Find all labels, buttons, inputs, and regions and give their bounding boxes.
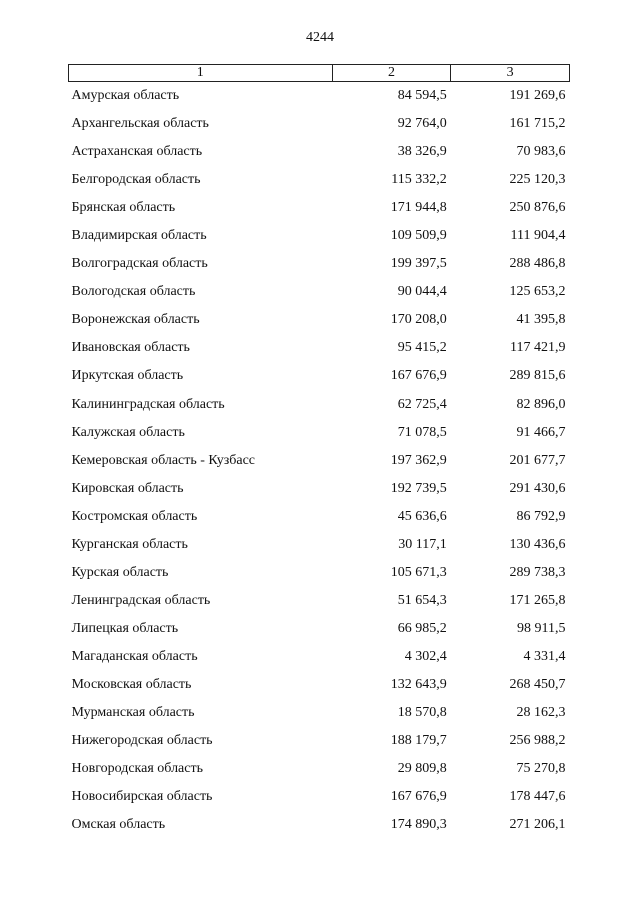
region-name: Кировская область <box>71 480 184 496</box>
table-row <box>69 447 570 475</box>
value-col-3: 161 715,2 <box>509 116 566 132</box>
region-name: Калининградская область <box>71 396 225 412</box>
value-col-3: 289 815,6 <box>509 368 566 384</box>
value-col-2: 199 397,5 <box>390 256 447 272</box>
region-name: Новгородская область <box>71 761 203 777</box>
region-name: Калужская область <box>71 424 185 440</box>
region-name: Ивановская область <box>71 340 190 356</box>
region-name: Московская область <box>71 677 192 692</box>
value-col-2: 30 117,1 <box>398 536 447 552</box>
table-row <box>69 811 570 839</box>
region-name: Ленинградская область <box>71 592 211 608</box>
value-col-3: 178 447,6 <box>509 789 566 805</box>
value-col-2: 167 676,9 <box>390 789 447 805</box>
table-row <box>69 334 570 362</box>
table-row <box>69 362 570 390</box>
value-col-2: 171 944,8 <box>390 200 447 216</box>
value-col-3: 41 395,8 <box>516 312 566 328</box>
value-col-2: 109 509,9 <box>390 228 447 244</box>
data-table <box>68 64 570 839</box>
table-row <box>69 110 570 138</box>
value-col-3: 70 983,6 <box>516 144 566 160</box>
value-col-3: 268 450,7 <box>509 677 566 692</box>
value-col-2: 174 890,3 <box>390 817 447 833</box>
value-col-3: 250 876,6 <box>509 200 566 216</box>
value-col-2: 4 302,4 <box>404 648 447 664</box>
value-col-2: 66 985,2 <box>397 620 447 636</box>
value-col-3: 201 677,7 <box>509 452 566 468</box>
value-col-2: 71 078,5 <box>397 424 447 440</box>
region-name: Воронежская область <box>71 312 200 328</box>
region-name: Новосибирская область <box>71 789 213 805</box>
value-col-3: 82 896,0 <box>516 396 566 412</box>
value-col-2: 38 326,9 <box>397 144 447 160</box>
region-name: Владимирская область <box>71 228 207 244</box>
value-col-3: 225 120,3 <box>509 172 566 188</box>
table-row <box>69 222 570 250</box>
table-row <box>69 587 570 615</box>
value-col-3: 125 653,2 <box>509 284 566 300</box>
header-col-3: 3 <box>451 65 570 82</box>
region-name: Брянская область <box>71 200 176 216</box>
table-row <box>69 559 570 587</box>
value-col-2: 92 764,0 <box>397 116 447 132</box>
value-col-2: 192 739,5 <box>390 480 447 496</box>
value-col-2: 45 636,6 <box>397 508 447 524</box>
table-row <box>69 391 570 419</box>
table-row <box>69 250 570 278</box>
value-col-2: 197 362,9 <box>390 452 447 468</box>
region-name: Липецкая область <box>71 620 179 636</box>
value-col-3: 91 466,7 <box>516 424 566 440</box>
header-row <box>69 65 570 82</box>
value-col-2: 18 570,8 <box>397 705 447 721</box>
table-row <box>69 306 570 334</box>
value-col-3: 171 265,8 <box>509 592 566 608</box>
value-col-3: 191 269,6 <box>509 88 566 104</box>
value-col-2: 132 643,9 <box>390 677 447 692</box>
value-col-3: 75 270,8 <box>516 761 566 777</box>
value-col-2: 188 179,7 <box>390 733 447 749</box>
table-row <box>69 755 570 783</box>
table-row <box>69 138 570 166</box>
value-col-2: 105 671,3 <box>390 564 447 580</box>
region-name: Волгоградская область <box>71 256 208 272</box>
table-row <box>69 643 570 671</box>
value-col-3: 111 904,4 <box>510 228 566 244</box>
table-row <box>69 419 570 447</box>
region-name: Астраханская область <box>71 144 203 160</box>
table-header <box>69 65 570 82</box>
table-row <box>69 475 570 503</box>
table-row <box>69 783 570 811</box>
value-col-3: 4 331,4 <box>523 648 566 664</box>
value-col-3: 86 792,9 <box>516 508 566 524</box>
table-row <box>69 727 570 755</box>
region-name: Магаданская область <box>71 648 198 664</box>
region-name: Мурманская область <box>71 705 195 721</box>
table-row <box>69 82 570 111</box>
value-col-2: 51 654,3 <box>397 592 447 608</box>
region-name: Белгородская область <box>71 172 201 188</box>
value-col-2: 115 332,2 <box>391 172 447 188</box>
region-name: Иркутская область <box>71 368 184 384</box>
value-col-2: 29 809,8 <box>397 761 447 777</box>
region-name: Амурская область <box>71 88 180 104</box>
region-name: Вологодская область <box>71 284 196 300</box>
table-row <box>69 531 570 559</box>
region-name: Курганская область <box>71 536 188 552</box>
region-name: Омская область <box>71 817 166 833</box>
table-row <box>69 699 570 727</box>
value-col-3: 271 206,1 <box>509 817 566 833</box>
value-col-3: 288 486,8 <box>509 256 566 272</box>
region-name: Нижегородская область <box>71 733 213 749</box>
region-name: Курская область <box>71 564 169 580</box>
table-row <box>69 503 570 531</box>
region-name: Кемеровская область - Кузбасс <box>71 452 256 468</box>
value-col-3: 130 436,6 <box>509 536 566 552</box>
region-name: Архангельская область <box>71 116 209 132</box>
value-col-2: 90 044,4 <box>397 284 447 300</box>
value-col-3: 289 738,3 <box>509 564 566 580</box>
table-row <box>69 194 570 222</box>
table-row <box>69 615 570 643</box>
table-row <box>69 166 570 194</box>
table-row <box>69 278 570 306</box>
value-col-3: 117 421,9 <box>510 340 566 356</box>
value-col-2: 84 594,5 <box>397 88 447 104</box>
value-col-3: 28 162,3 <box>516 705 566 721</box>
value-col-3: 256 988,2 <box>509 733 566 749</box>
header-col-2: 2 <box>332 65 451 82</box>
value-col-2: 170 208,0 <box>390 312 447 328</box>
table-row <box>69 671 570 699</box>
value-col-2: 62 725,4 <box>397 396 447 412</box>
value-col-3: 291 430,6 <box>509 480 566 496</box>
header-col-1: 1 <box>69 65 333 82</box>
region-name: Костромская область <box>71 508 198 524</box>
table-body <box>69 82 570 840</box>
value-col-2: 95 415,2 <box>397 340 447 356</box>
page-number: 4244 <box>306 30 334 45</box>
value-col-2: 167 676,9 <box>390 368 447 384</box>
value-col-3: 98 911,5 <box>517 620 566 636</box>
